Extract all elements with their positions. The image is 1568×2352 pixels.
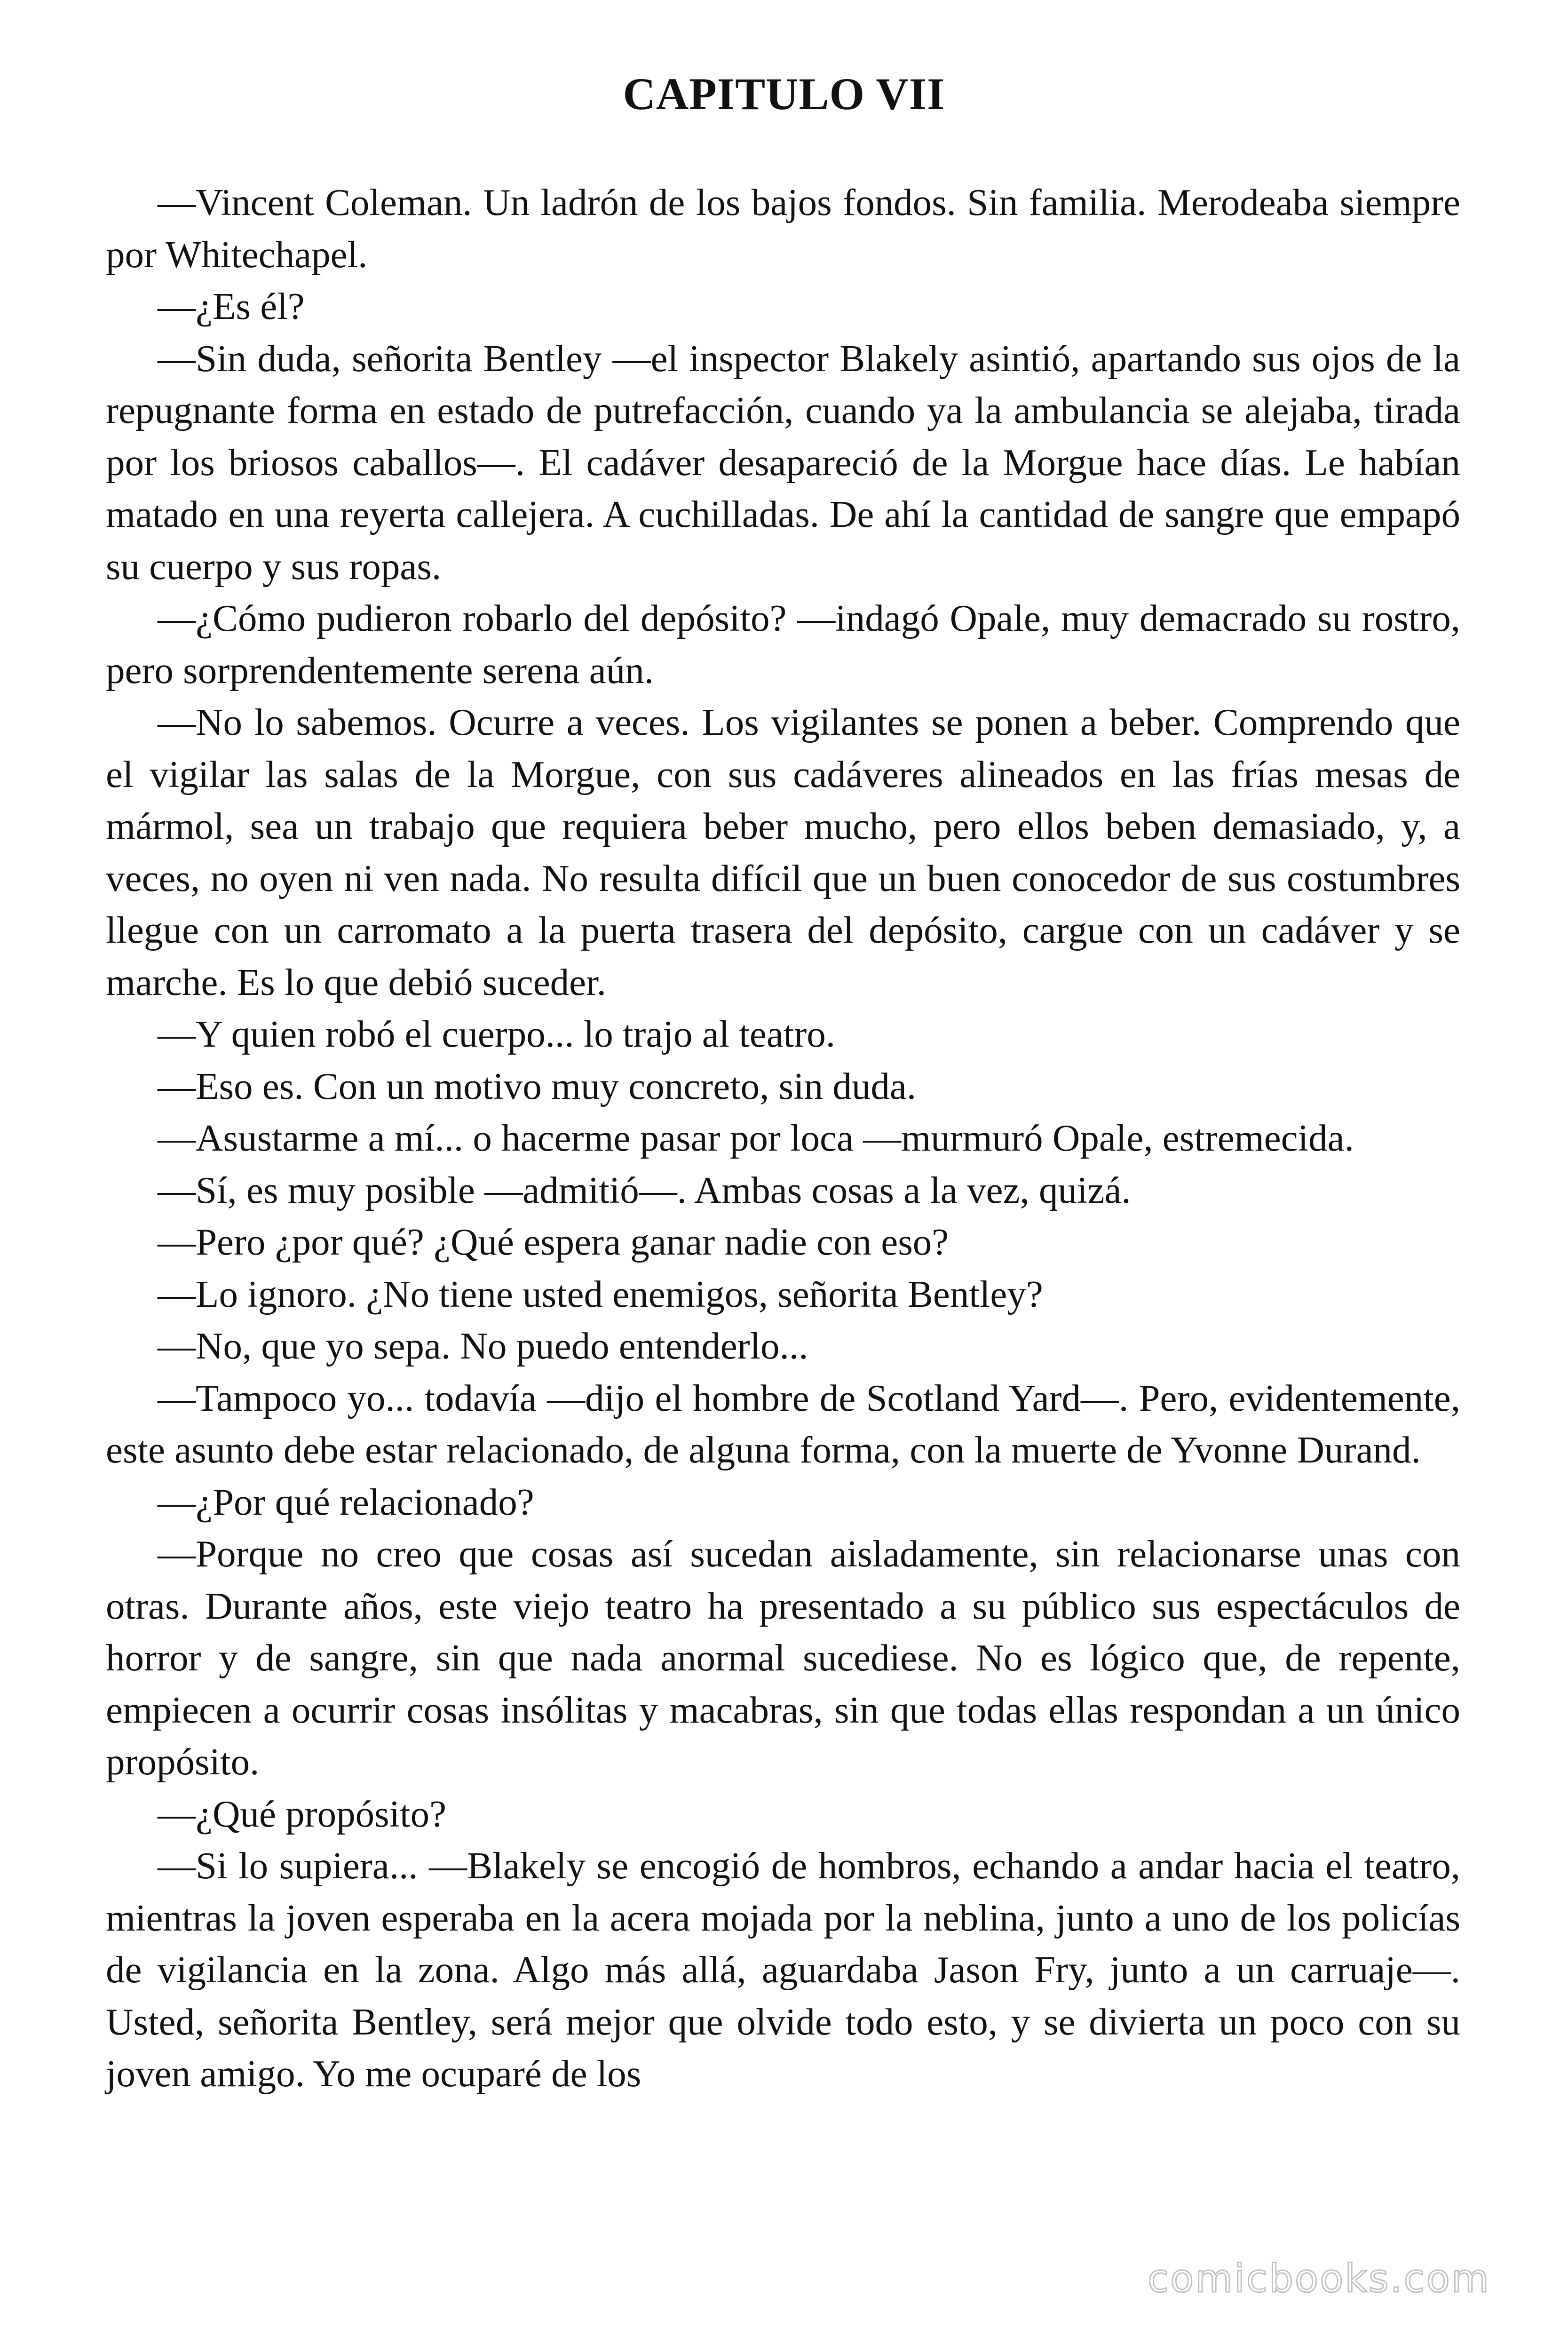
paragraph: —No lo sabemos. Ocurre a veces. Los vigilantes se ponen a beber. Comprendo que el vigilar las salas de la Morgue, con sus cadáveres alineados en las frías mesas de mármol, sea un trabajo que requiera beber mucho, pero ellos beben demasiado, y, a veces, no oyen ni ven nada. No resulta difícil que un buen conocedor de sus costumbres llegue con un carromato a la puerta trasera del depósito, cargue con un cadáver y se marche. Es lo que debió suceder. bbox=[106, 701, 1460, 1003]
paragraph: —¿Qué propósito? bbox=[158, 1792, 447, 1835]
paragraph: —Sí, es muy posible —admitió—. Ambas cosas a la vez, quizá. bbox=[158, 1168, 1131, 1211]
paragraph: —¿Cómo pudieron robarlo del depósito? —indagó Opale, muy demacrado su rostro, pero sorprendentemente serena aún. bbox=[106, 597, 1460, 691]
paragraph: —Tampoco yo... todavía —dijo el hombre de Scotland Yard—. Pero, evidentemente, este asunto debe estar relacionado, de alguna forma, con la muerte de Yvonne Durand. bbox=[106, 1376, 1460, 1471]
body-text bbox=[106, 176, 1460, 2100]
paragraph: —¿Es él? bbox=[158, 285, 305, 327]
paragraph: —Si lo supiera... —Blakely se encogió de hombros, echando a andar hacia el teatro, mientras la joven esperaba en la acera mojada por la neblina, junto a uno de los policías de vigilancia en la zona. Algo más allá, aguardaba Jason Fry, junto a un carruaje—. Usted, señorita Bentley, será mejor que olvide todo esto, y se divierta un poco con su joven amigo. Yo me ocuparé de los bbox=[106, 1844, 1460, 2095]
paragraph: —Eso es. Con un motivo muy concreto, sin duda. bbox=[158, 1065, 917, 1107]
chapter-title: CAPITULO VII bbox=[623, 69, 945, 119]
paragraph: —No, que yo sepa. No puedo entenderlo... bbox=[158, 1325, 808, 1367]
paragraph: —Sin duda, señorita Bentley —el inspector Blakely asintió, apartando sus ojos de la repugnante forma en estado de putrefacción, cuando ya la ambulancia se alejaba, tirada por los briosos caballos—. El cadáver desapareció de la Morgue hace días. Le habían matado en una reyerta callejera. A cuchilladas. De ahí la cantidad de sangre que empapó su cuerpo y sus ropas. bbox=[106, 337, 1460, 588]
paragraph: —Asustarme a mí... o hacerme pasar por loca —murmuró Opale, estremecida. bbox=[158, 1117, 1354, 1159]
paragraph: —¿Por qué relacionado? bbox=[158, 1480, 534, 1523]
paragraph: —Y quien robó el cuerpo... lo trajo al teatro. bbox=[158, 1013, 836, 1055]
paragraph: —Vincent Coleman. Un ladrón de los bajos fondos. Sin familia. Merodeaba siempre por Whitechapel. bbox=[106, 181, 1460, 276]
paragraph: —Lo ignoro. ¿No tiene usted enemigos, señorita Bentley? bbox=[158, 1272, 1043, 1315]
watermark: comicbooks.com bbox=[1148, 2257, 1490, 2301]
paragraph: —Porque no creo que cosas así sucedan aisladamente, sin relacionarse unas con otras. Durante años, este viejo teatro ha presentado a su público sus espectáculos de horror y de sangre, sin que nada anormal sucediese. No es lógico que, de repente, empiecen a ocurrir cosas insólitas y macabras, sin que todas ellas respondan a un único propósito. bbox=[106, 1533, 1460, 1783]
paragraph: —Pero ¿por qué? ¿Qué espera ganar nadie con eso? bbox=[158, 1221, 949, 1263]
